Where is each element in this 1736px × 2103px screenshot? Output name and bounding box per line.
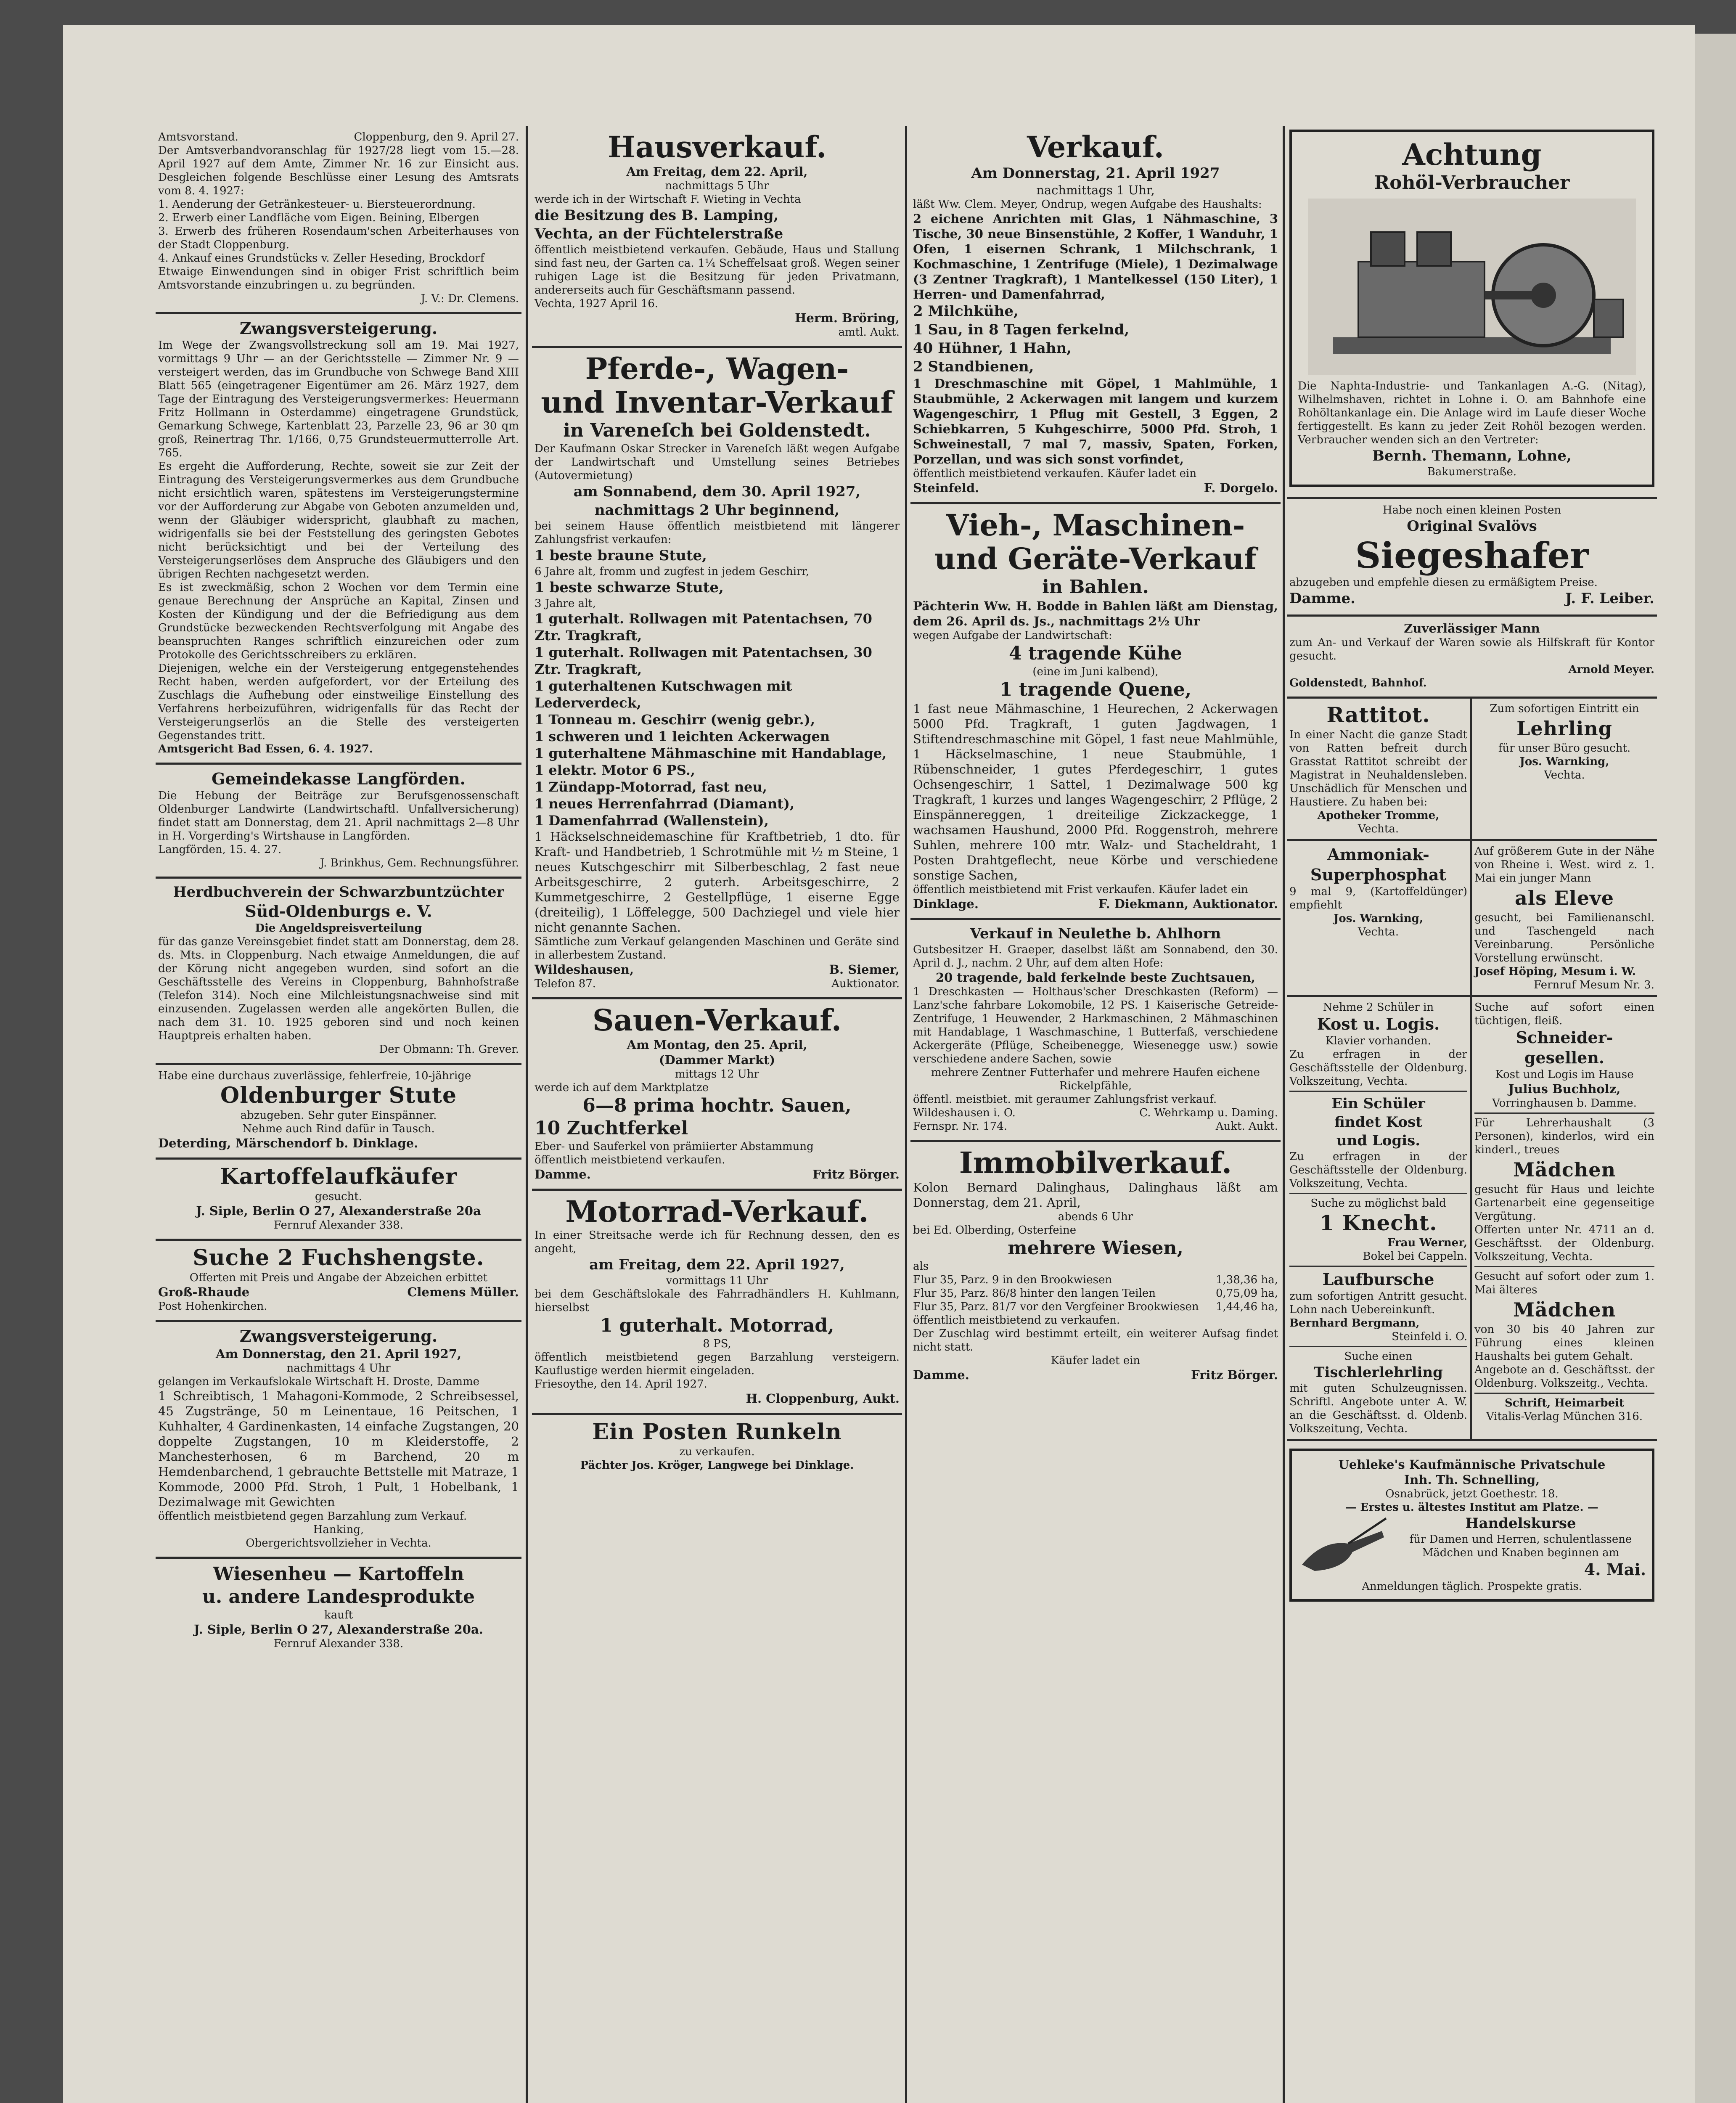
ad-signature: Bernh. Themann, Lohne,: [1372, 448, 1572, 464]
ad-signature: Pächter Jos. Kröger, Langwege bei Dinklage.: [580, 1459, 854, 1472]
ad-highlight: die Besitzung des B. Lamping,: [535, 207, 779, 224]
ad-signature: Hanking,: [313, 1523, 364, 1536]
ad-signature: amtl. Aukt.: [838, 326, 900, 339]
ad-body: In einer Nacht die ganze Stadt von Ratten befreit durch Grasstat Rattitot schreibt der Magistrat in Neuhaldensleben. Unschädlich für Menschen und Haustiere. Zu haben bei:: [1289, 728, 1467, 808]
ad-body: Sämtliche zum Verkauf gelangenden Maschinen und Geräte sind in allerbestem Zustand.: [535, 935, 900, 961]
ad-hausverkauf: [532, 126, 902, 348]
ad-item: 1 guterhaltenen Kutschwagen mit Lederverdeck,: [535, 678, 792, 711]
table-row: [913, 1273, 1278, 1287]
ad-place: Vechta, 1927 April 16.: [535, 297, 659, 310]
ad-signature: Fritz Börger.: [812, 1167, 900, 1181]
ad-title: Rattitot.: [1326, 702, 1430, 727]
ad-subtitle: Die Angeldspreisverteilung: [255, 922, 422, 935]
ad-body: Der Zuschlag wird bestimmt erteilt, ein weiterer Aufsag findet nicht statt.: [913, 1327, 1278, 1353]
ad-pair: [1287, 699, 1657, 841]
ad-signature: Fernruf Mesum Nr. 3.: [1534, 979, 1654, 991]
ad-list-item: 1. Aenderung der Getränkesteuer- u. Biersteuerordnung.: [158, 198, 476, 211]
ad-runkeln: [532, 1415, 902, 1479]
ad-title: Mädchen: [1513, 1298, 1616, 1321]
ad-body: Offerten unter Nr. 4711 an d. Geschäftsst. der Oldenburg. Volkszeitung, Vechta.: [1474, 1224, 1654, 1263]
writing-hand-icon: [1298, 1514, 1390, 1577]
divider: [1474, 1112, 1654, 1114]
ad-signature: F. Dorgelo.: [1204, 481, 1278, 495]
ad-item: 1 Tonneau m. Geschirr (wenig gebr.),: [535, 712, 815, 728]
ad-time: nachmittags 1 Uhr,: [1036, 183, 1155, 197]
ad-place: Friesoythe, den 14. April 1927.: [535, 1378, 707, 1391]
ad-body: 1 Dreschmaschine mit Göpel, 1 Mahlmühle, 1 Staubmühle, 2 Ackerwagen mit langem und kurzem Wagengeschirr, 1 Pflug mit Gestell, 3 Eggen, 2 Schiebkarren, 5 Kuhgeschirre, 5000 Pfd. Stroh, 1 Schweinestall, 7 mal 7, massiv, Spaten, Forken, Porzellan, und was sich sonst vorfindet,: [913, 376, 1278, 466]
ad-title: Kost u. Logis.: [1317, 1014, 1440, 1033]
ad-title: Wiesenheu — Kartoffeln: [213, 1563, 464, 1585]
ad-body: zu verkaufen.: [679, 1446, 755, 1458]
ad-body: Käufer ladet ein: [1051, 1354, 1141, 1367]
ad-intro: Habe noch einen kleinen Posten: [1382, 504, 1561, 516]
ad-wiesenheu: [156, 1559, 521, 1657]
ad-title: Uehleke's Kaufmännische Privatschule: [1338, 1457, 1606, 1472]
table-row: [913, 1287, 1278, 1300]
ad-time: vormittags 11 Uhr: [666, 1274, 768, 1287]
ad-body: bei dem Geschäftslokale des Fahrradhändlers H. Kuhlmann, hierselbst: [535, 1288, 900, 1314]
ad-signature: Auktionator.: [831, 977, 900, 990]
ad-title: Sauen-Verkauf.: [592, 1003, 842, 1038]
ad-body: für unser Büro gesucht.: [1498, 742, 1631, 755]
ad-body: öffentlich meistbietend mit Frist verkaufen. Käufer ladet ein: [913, 883, 1248, 896]
ad-body: gelangen im Verkaufslokale Wirtschaft H. Droste, Damme: [158, 1375, 480, 1388]
ad-title: Süd-Oldenburgs e. V.: [245, 902, 432, 921]
parcel-text: Flur 35, Parz. 86/8 hinter den langen Teilen: [913, 1287, 1156, 1300]
parcel-text: Flur 35, Parz. 9 in den Brookwiesen: [913, 1274, 1112, 1286]
ad-phone: Telefon 87.: [535, 977, 596, 990]
ad-phone: Fernspr. Nr. 174.: [913, 1120, 1008, 1133]
parcel-text: Flur 35, Parz. 81/7 vor den Vergfeiner Brookwiesen: [913, 1300, 1199, 1313]
ad-signature: F. Diekmann, Auktionator.: [1098, 897, 1278, 911]
column-2: [532, 126, 902, 1479]
ad-lehrling: [1472, 699, 1657, 839]
ad-eleve: [1472, 841, 1657, 995]
ad-item: 1 beste braune Stute,: [535, 547, 707, 564]
ad-highlight: 1 Sau, in 8 Tagen ferkelnd,: [913, 321, 1130, 338]
ad-signature: Deterding, Märschendorf b. Dinklage.: [158, 1136, 418, 1150]
ad-body: gesucht, bei Familienanschl. und Taschengeld nach Vereinbarung. Persönliche Vorstellung erwünscht.: [1474, 911, 1654, 964]
ad-signature: Der Obmann: Th. Grever.: [379, 1043, 519, 1056]
ad-signature: Vorringhausen b. Damme.: [1492, 1097, 1637, 1110]
ad-fuchshengste: [156, 1241, 521, 1322]
ad-body: wegen Aufgabe der Landwirtschaft:: [913, 629, 1112, 642]
ad-head-left: Amtsvorstand.: [158, 131, 238, 143]
ad-highlight: 20 tragende, bald ferkelnde beste Zuchtsauen,: [935, 970, 1255, 985]
ad-highlight: 10 Zuchtferkel: [535, 1118, 688, 1139]
ad-body: werde ich in der Wirtschaft F. Wieting in Vechta: [535, 193, 801, 206]
ad-title: Vieh-, Maschinen-: [946, 508, 1245, 543]
ad-list-item: 2. Erwerb einer Landfläche vom Eigen. Beining, Elbergen: [158, 212, 480, 224]
ad-item: 1 guterhalt. Rollwagen mit Patentachsen, 30 Ztr. Tragkraft,: [535, 644, 872, 677]
ad-date: Am Donnerstag, 21. April 1927: [971, 165, 1220, 182]
parcel-area: 1,44,46 ha,: [1215, 1300, 1278, 1313]
ad-title: Tischlerlehrling: [1314, 1364, 1443, 1381]
ad-title: als Eleve: [1515, 887, 1614, 909]
ad-body: Diejenigen, welche ein der Versteigerung entgegenstehendes Recht haben, werden aufgefordert, vor der Erteilung des Zuschlags die Aufhebung oder einstweilige Einstellung des Verfahrens herbeizuführen, widrigenfalls für das Recht der Versteigerungserlös an die Stelle des versteigerten Gegenstandes tritt.: [158, 662, 519, 742]
ad-body: — Erstes u. ältestes Institut am Platze. —: [1345, 1501, 1598, 1514]
ad-date: Am Montag, den 25. April,: [627, 1038, 807, 1052]
parcel-area: 1,38,36 ha,: [1215, 1274, 1278, 1286]
ad-body: öffentlich meistbietend gegen Barzahlung versteigern. Kauflustige werden hiermit eingeladen.: [535, 1351, 900, 1377]
ad-highlight: 2 Milchkühe,: [913, 303, 1019, 320]
ad-date: am Sonnabend, dem 30. April 1927,: [573, 483, 861, 500]
ad-place: Damme.: [1289, 590, 1355, 607]
ad-body: gesucht für Haus und leichte Gartenarbeit eine gegenseitige Vergütung.: [1474, 1183, 1654, 1223]
ad-gemeindekasse: [156, 765, 521, 879]
column-rule: [905, 126, 907, 2103]
ad-signature: Apotheker Tromme,: [1317, 809, 1440, 822]
ad-intro: Auf größerem Gute in der Nähe von Rheine i. West. wird z. 1. Mai ein junger Mann: [1474, 845, 1654, 885]
ad-subtitle: Original Svalövs: [1407, 518, 1537, 535]
ad-signature: Jos. Warnking,: [1519, 755, 1609, 768]
ad-motorrad-verkauf: [532, 1191, 902, 1415]
ad-siegeshafer: [1287, 499, 1657, 617]
ad-body: Nehme auch Rind dafür in Tausch.: [242, 1123, 435, 1135]
ad-title: Kartoffelaufkäufer: [220, 1164, 458, 1189]
table-row: [913, 1300, 1278, 1314]
ad-body: 1 Schreibtisch, 1 Mahagoni-Kommode, 2 Schreibsessel, 45 Zugstränge, 50 m Leinentaue, 16 Peitschen, 1 Kuhhalter, 4 Gardinenkasten, 14 einfache Zugstangen, 20 doppelte Zugstangen, 10 m Kleiderstoffe, 2 Manchesterhosen, 6 m Barchend, 20 m Hemdenbarchend, 1 gebrauchte Bettstelle mit Matraze, 1 Kommode, 2000 Pfd. Stroh, 1 Pult, 1 Hobelbank, 1 Dezimalwage mit Gewichten: [158, 1389, 519, 1509]
ad-body: kauft: [324, 1609, 353, 1621]
ad-frame: [1289, 130, 1654, 487]
ad-body: Zu erfragen in der Geschäftsstelle der Oldenburg. Volkszeitung, Vechta.: [1289, 1048, 1467, 1088]
ad-frame: [1289, 1449, 1654, 1602]
ad-signature: Frau Werner,: [1387, 1237, 1467, 1249]
ad-item: 1 beste schwarze Stute,: [535, 579, 724, 596]
ad-body: Angebote an d. Geschäftsst. der Oldenburg. Volkszeitg., Vechta.: [1474, 1364, 1654, 1390]
ad-body: Etwaige Einwendungen sind in obiger Frist schriftlich beim Amtsvorstande einzubringen u. zu begründen.: [158, 265, 519, 291]
ad-body: bei Ed. Olberding, Osterfeine: [913, 1224, 1077, 1237]
ad-signature: Clemens Müller.: [407, 1285, 519, 1299]
ad-pair: [1287, 841, 1657, 997]
ad-highlight: 1 tragende Quene,: [999, 679, 1192, 700]
ad-signature: Aukt. Aukt.: [1215, 1120, 1278, 1133]
ad-title: Ein Schüler: [1331, 1095, 1425, 1112]
ad-date: Am Donnerstag, den 21. April 1927,: [215, 1347, 462, 1361]
ad-body: als: [913, 1260, 929, 1273]
ad-signature: Josef Höping, Mesum i. W.: [1474, 965, 1636, 978]
ad-pair: [1287, 997, 1657, 1441]
ad-body: öffentl. meistbiet. mit geraumer Zahlungsfrist verkauf.: [913, 1093, 1217, 1106]
ad-title: Schrift, Heimarbeit: [1504, 1397, 1625, 1409]
ad-body: Pächterin Ww. H. Bodde in Bahlen läßt am Dienstag, dem 26. April ds. Js., nachmittags 2½ Uhr: [913, 599, 1278, 628]
divider: [1289, 1346, 1467, 1347]
ad-signature: B. Siemer,: [829, 962, 900, 977]
ad-body: öffentlich meistbietend gegen Barzahlung zum Verkauf.: [158, 1510, 467, 1523]
ad-signature: J. V.: Dr. Clemens.: [421, 292, 519, 305]
ad-signature: C. Wehrkamp u. Daming.: [1139, 1107, 1278, 1119]
ad-place: Damme.: [913, 1368, 969, 1382]
ad-intro: Suche auf sofort einen tüchtigen, fleiß.: [1474, 1001, 1654, 1027]
ad-body: 1 Dreschkasten — Holthaus'scher Dreschkasten (Reform) — Lanz'sche fahrbare Lokomobile, 12 PS. 1 Kaiserische Getreide-Zentrifuge, 1 Heuwender, 2 Harkmaschinen, 2 Mähmaschinen mit Handablage, 1 Waschmaschine, 1 Butterfaß, verschiedene Ackergeräte (Pflüge, Scheibenegge, Wiesenegge usw.) sowie verschiedene andere Sachen, sowie: [913, 985, 1278, 1065]
ad-zwangsversteigerung-2: [156, 1322, 521, 1559]
ad-rattitot: [1287, 699, 1472, 839]
ad-title: Lehrling: [1516, 717, 1612, 740]
ad-highlight: 40 Hühner, 1 Hahn,: [913, 340, 1072, 357]
ad-date: Am Freitag, dem 22. April,: [626, 164, 808, 179]
ad-body: Kolon Bernard Dalinghaus, Dalinghaus läßt am Donnerstag, dem 21. April,: [913, 1180, 1278, 1210]
ad-address: J. Siple, Berlin O 27, Alexanderstraße 20a.: [194, 1622, 483, 1637]
ad-item: 1 elektr. Motor 6 PS.,: [535, 762, 696, 778]
ad-place: Wildeshausen,: [535, 962, 634, 977]
ad-body: öffentlich meistbietend verkaufen.: [535, 1154, 725, 1166]
ad-stute: [156, 1065, 521, 1160]
ad-title: Siegeshafer: [1355, 535, 1589, 576]
ad-verkauf-ondrup: [910, 126, 1281, 504]
ad-item-detail: 6 Jahre alt, fromm und zugfest in jedem Geschirr,: [535, 565, 810, 578]
ad-intro: Gesucht auf sofort oder zum 1. Mai älteres: [1474, 1270, 1654, 1296]
ad-signature: Arnold Meyer.: [1568, 663, 1654, 676]
ad-signature: Bernhard Bergmann,: [1289, 1317, 1420, 1330]
ad-body: abzugeben und empfehle diesen zu ermäßigtem Preise.: [1289, 576, 1598, 589]
ad-body: abzugeben. Sehr guter Einspänner.: [240, 1109, 437, 1122]
ad-highlight: 4 tragende Kühe: [1008, 643, 1183, 664]
ad-highlight: Vechta, an der Füchtelerstraße: [535, 225, 783, 242]
ad-signature: J. Brinkhus, Gem. Rechnungsführer.: [320, 857, 519, 869]
ad-body: läßt Ww. Clem. Meyer, Ondrup, wegen Aufgabe des Haushalts:: [913, 198, 1262, 211]
ad-body: von 30 bis 40 Jahren zur Führung eines kleinen Haushalts bei gutem Gehalt.: [1474, 1323, 1654, 1363]
ad-subtitle: (Dammer Markt): [659, 1053, 775, 1067]
ad-body: Kost und Logis im Hause: [1495, 1068, 1634, 1081]
ad-title: Pferde-, Wagen-: [585, 351, 849, 386]
ad-intro: Suche einen: [1344, 1350, 1413, 1363]
ad-body: Zu erfragen in der Geschäftsstelle der Oldenburg. Volkszeitung, Vechta.: [1289, 1150, 1467, 1190]
ad-signature: Jos. Warnking,: [1334, 912, 1423, 925]
ad-body: für das ganze Vereinsgebiet findet statt am Donnerstag, dem 28. ds. Mts. in Cloppenburg. Nach etwaige Anmeldungen, die auf der Körung nicht angegeben wurden, sind sofort an die Geschäftsstelle des Vereins in Cloppenburg, Bahnhofstraße (Telefon 314). Noch eine Milchleistungsnachweise sind mit einzusenden. Zugelassen werden alle angekörten Bullen, die nach dem 31. 10. 1925 geboren sind und noch keinen Hauptpreis erhalten haben.: [158, 935, 519, 1042]
ad-title: Suche 2 Fuchshengste.: [193, 1245, 484, 1271]
ad-item: 1 guterhalt. Rollwagen mit Patentachsen, 70 Ztr. Tragkraft,: [535, 611, 872, 644]
ad-handelsschule: [1287, 1441, 1657, 1612]
ad-body: Anmeldungen täglich. Prospekte gratis.: [1362, 1580, 1582, 1593]
ad-body: mehrere Zentner Futterhafer und mehrere Haufen eichene Rickelpfähle,: [931, 1066, 1260, 1092]
ad-body: Im Wege der Zwangsvollstreckung soll am 19. Mai 1927, vormittags 9 Uhr — an der Gerichtsstelle — Zimmer Nr. 9 — versteigert werden, das im Grundbuche von Schwege Band XIII Blatt 565 (eingetragener Eigentümer am 26. März 1927, dem Tage der Eintragung des Versteigerungsvermerkes: Heuermann Fritz Hollmann in Osterdamme) eingetragene Grundstück, Gemarkung Schwege, Kartenblatt 23, Parzelle 23, 96 ar 30 qm groß, Reinertrag Thr. 1/166, 0,75 Grundsteuermutterrolle Art. 765.: [158, 339, 519, 459]
ad-intro: Zum sofortigen Eintritt ein: [1490, 702, 1639, 715]
ad-title: Achtung: [1402, 137, 1542, 172]
ad-body: 1 fast neue Mähmaschine, 1 Heurechen, 2 Ackerwagen 5000 Pfd. Tragkraft, 1 guten Jagdwagen, 1 Stiftendreschmaschine mit Göpel, 1 fast neue Mahlmühle, 1 Häckselmaschine, 1 neue Staubmühle, 1 Rübenschneider, 1 gutes Pferdegeschirr, 1 gutes Ochsengeschirr, 1 Sattel, 1 Dezimalwage 500 kg Tragkraft, 1 kurzes und langes Wagengeschirr, 2 Pflüge, 2 Einspännereggen, 1 dreiteilige Zickzackegge, 1 wachsamen Haushund, 2000 Pfd. Roggenstroh, mehrere Suhlen, mehrere 100 mtr. Walz- und Stacheldraht, 1 Posten Drahtgeflecht, neue Körbe und verschiedene sonstige Sachen,: [913, 702, 1278, 882]
ad-title: Superphosphat: [1310, 865, 1447, 884]
ad-body: 9 mal 9, (Kartoffeldünger) empfiehlt: [1289, 885, 1467, 911]
ad-body: mit guten Schulzeugnissen. Schriftl. Angebote unter A. W. an die Geschäftsst. d. Oldenb. Volkszeitung, Vechta.: [1289, 1382, 1467, 1435]
divider: [1474, 1266, 1654, 1267]
ad-title: Immobilverkauf.: [959, 1145, 1232, 1180]
ad-body: Offerten mit Preis und Angabe der Abzeichen erbittet: [189, 1271, 488, 1284]
ad-item: 1 Damenfahrrad (Wallenstein),: [535, 813, 769, 829]
ad-title: Oldenburger Stute: [220, 1083, 457, 1108]
ad-title: Verkauf.: [1027, 130, 1164, 164]
ad-title: findet Kost: [1334, 1114, 1422, 1131]
ad-date: 4. Mai.: [1584, 1560, 1646, 1579]
divider: [1289, 1091, 1467, 1092]
ad-title: gesellen.: [1524, 1048, 1605, 1067]
ad-intro: Für Lehrerhaushalt (3 Personen), kinderlos, wird ein kinderl., treues: [1474, 1117, 1654, 1156]
ad-signature: Fritz Börger.: [1191, 1368, 1278, 1382]
ad-body: Klavier vorhanden.: [1325, 1035, 1432, 1047]
ad-body: Gutsbesitzer H. Graeper, daselbst läßt am Sonnabend, den 30. April d. J., nachm. 2 Uhr, auf dem alten Hofe:: [913, 943, 1278, 969]
ad-title: Zuverlässiger Mann: [1404, 621, 1540, 636]
ad-address: Osnabrück, jetzt Goethestr. 18.: [1385, 1488, 1559, 1500]
ad-body: Die Naphta-Industrie- und Tankanlagen A.-G. (Nitag), Wilhelmshaven, richtet in Lohne i. O. am Bahnhofe eine Rohöltankanlage ein. Die Anlage wird im Laufe dieser Woche fertiggestellt. Es kann zu jeder Zeit Rohöl bezogen werden. Verbraucher wenden sich an den Vertreter:: [1298, 380, 1646, 446]
ad-subtitle: in Vareneſch bei Goldenstedt.: [563, 420, 871, 441]
ad-rohoel: [1287, 130, 1657, 499]
ad-title: Rohöl-Verbraucher: [1374, 172, 1570, 193]
ad-title: Zwangsversteigerung.: [239, 1327, 438, 1345]
ad-signature: Bokel bei Cappeln.: [1363, 1250, 1467, 1263]
ad-title: Verkauf in Neulethe b. Ahlhorn: [970, 925, 1221, 942]
ad-place: Goldenstedt, Bahnhof.: [1289, 677, 1427, 689]
ad-time: nachmittags 4 Uhr: [286, 1362, 391, 1375]
ad-place: Groß-Rhaude: [158, 1285, 250, 1299]
ad-title: Ammoniak-: [1327, 845, 1429, 864]
ad-highlight: 1 guterhalt. Motorrad,: [600, 1315, 834, 1336]
ad-signature: J. F. Leiber.: [1565, 590, 1654, 607]
ad-signature: Vechta.: [1358, 823, 1399, 835]
ad-item-detail: (eine im Juni kalbend),: [1032, 665, 1159, 678]
ad-title: Laufbursche: [1322, 1270, 1434, 1289]
ad-highlight: Handelskurse: [1465, 1515, 1576, 1532]
ad-body: Der Kaufmann Oskar Strecker in Vareneſch läßt wegen Aufgabe der Landwirtschaft und Umstellung seines Betriebes (Autovermietung): [535, 442, 900, 482]
ad-place: Post Hohenkirchen.: [158, 1300, 267, 1313]
divider: [1289, 1266, 1467, 1267]
ad-body: Eber- und Sauferkel von prämiierter Abstammung: [535, 1140, 814, 1153]
ad-title: Mädchen: [1513, 1158, 1616, 1181]
ad-list-item: 3. Erwerb des früheren Rosendaum'schen Arbeiterhauses von der Stadt Cloppenburg.: [158, 225, 519, 251]
ad-sauen-verkauf: [532, 999, 902, 1191]
ad-title: Ein Posten Runkeln: [592, 1419, 842, 1445]
ad-body: Es ist zweckmäßig, schon 2 Wochen vor dem Termin eine genaue Berechnung der Ansprüche an Kapital, Zinsen und Kosten der Kündigung und der die Befriedigung aus dem Grundstücke bezweckenden Rechtsverfolgung mit Angabe des beanspruchten Ranges schriftlich einzureichen oder zum Protokolle des Gerichtsschreibers zu erklären.: [158, 581, 519, 661]
column-4: [1287, 126, 1657, 1612]
ad-body: öffentlich meistbietend zu verkaufen.: [913, 1314, 1120, 1327]
ad-body: für Damen und Herren, schulentlassene Mädchen und Knaben beginnen am: [1409, 1533, 1632, 1559]
ad-time: nachmittags 2 Uhr beginnend,: [594, 502, 840, 519]
ad-signature: Obergerichtsvollzieher in Vechta.: [246, 1537, 431, 1549]
ad-body: 2 eichene Anrichten mit Glas, 1 Nähmaschine, 3 Tische, 30 neue Binsenstühle, 2 Koffer, 1 Wanduhr, 1 Ofen, 1 eisernen Schrank, 1 Milchschrank, 1 Kochmaschine, 1 Zentrifuge (Miele), 1 Dezimalwage (3 Zentner Tragkraft), 1 Mantelkessel (150 Liter), 1 Herren- und Damenfahrrad,: [913, 212, 1278, 302]
ad-schneider: [1472, 997, 1657, 1439]
engine-illustration: [1308, 199, 1636, 375]
ad-list-item: 4. Ankauf eines Grundstücks v. Zeller Heseding, Brockdorf: [158, 252, 484, 265]
ad-highlight: mehrere Wiesen,: [1008, 1237, 1183, 1259]
column-1: [156, 126, 521, 1657]
ad-title: 1 Knecht.: [1319, 1210, 1437, 1235]
ad-item: 1 schweren und 1 leichten Ackerwagen: [535, 728, 830, 744]
ad-place: Dinklage.: [913, 897, 979, 911]
ad-zuverlaessiger-mann: [1287, 617, 1657, 699]
ad-body: werde ich auf dem Marktplatze: [535, 1081, 709, 1094]
ad-highlight: 6—8 prima hochtr. Sauen,: [582, 1095, 852, 1116]
column-3: [910, 126, 1281, 1389]
ad-place: Steinfeld.: [913, 481, 979, 495]
ad-place: Langförden, 15. 4. 27.: [158, 843, 282, 856]
ad-body: In einer Streitsache werde ich für Rechnung dessen, den es angeht,: [535, 1229, 900, 1255]
ad-title: und Inventar-Verkauf: [541, 385, 893, 420]
ad-body: gesucht.: [315, 1190, 363, 1203]
ad-body: zum An- und Verkauf der Waren sowie als Hilfskraft für Kontor gesucht.: [1289, 636, 1654, 662]
ad-vieh-verkauf: [910, 504, 1281, 920]
next-page-edge: [1695, 34, 1736, 2103]
ad-body: Es ergeht die Aufforderung, Rechte, soweit sie zur Zeit der Eintragung des Versteigerungsvermerkes aus dem Grundbuche nicht ersichtlich waren, spätestens im Versteigerungstermine vor der Aufforderung zur Abgabe von Geboten anzumelden und, wenn der Gläubiger widerspricht, glaubhaft zu machen, widrigenfalls sie bei der Feststellung des geringsten Gebotes nicht berücksichtigt und bei der Verteilung des Versteigerungserlöses dem Anspruche des Gläubigers und den übrigen Rechten nachgesetzt werden.: [158, 460, 519, 580]
ad-body: Der Amtsverbandvoranschlag für 1927/28 liegt vom 15.—28. April 1927 auf dem Amte, Zimmer Nr. 16 zur Einsicht aus. Desgleichen folgende Beschlüsse einer Lesung des Amtsrats vom 8. 4. 1927:: [158, 144, 519, 197]
ad-ammoniak: [1287, 841, 1472, 995]
ad-title: u. andere Landesprodukte: [202, 1586, 475, 1608]
parcel-area: 0,75,09 ha,: [1215, 1287, 1278, 1300]
ad-item: 1 guterhaltene Mähmaschine mit Handablage,: [535, 745, 887, 761]
ad-address: J. Siple, Berlin O 27, Alexanderstraße 20a: [196, 1204, 481, 1218]
ad-item: 1 Zündapp-Motorrad, fast neu,: [535, 779, 767, 795]
ad-signature: Julius Buchholz,: [1508, 1082, 1621, 1096]
ad-body: zum sofortigen Antritt gesucht. Lohn nach Uebereinkunft.: [1289, 1290, 1467, 1316]
ad-title: Gemeindekasse Langförden.: [212, 769, 466, 788]
ad-body: 1 Häckselschneidemaschine für Kraftbetrieb, 1 dto. für Kraft- und Handbetrieb, 1 Schrotmühle mit ½ m Steine, 1 neues Kutschgeschirr mit Silberbeschlag, 2 fast neue Arbeitsgeschirre, 2 guterh. Arbeitsgeschirre, 2 Kummetgeschirre, 2 Gestellpflüge, 1 eiserne Egge (dreiteilig), 1 Löffelegge, 500 Dachziegel und viele hier nicht genannte Sachen.: [535, 829, 900, 935]
ad-body: Vitalis-Verlag München 316.: [1486, 1410, 1643, 1423]
ad-place: Damme.: [535, 1167, 591, 1181]
ad-pferde-verkauf: [532, 348, 902, 999]
ad-intro: Nehme 2 Schüler in: [1323, 1001, 1434, 1014]
ad-body: öffentlich meistbietend verkaufen. Käufer ladet ein: [913, 467, 1197, 480]
ad-title: Zwangsversteigerung.: [239, 319, 438, 338]
ad-title: und Logis.: [1336, 1132, 1421, 1149]
ad-phone: Fernruf Alexander 338.: [273, 1219, 404, 1232]
divider: [1474, 1393, 1654, 1394]
ad-kartoffelaufkaeufer: [156, 1160, 521, 1241]
ad-subtitle: Inh. Th. Schnelling,: [1404, 1473, 1540, 1487]
ad-immobilverkauf: [910, 1142, 1281, 1389]
column-rule: [1283, 126, 1285, 2103]
ad-item: 1 neues Herrenfahrrad (Diamant),: [535, 796, 795, 812]
ad-item-detail: 8 PS,: [703, 1338, 731, 1350]
divider: [1289, 1193, 1467, 1194]
ad-signature: Vechta.: [1544, 769, 1585, 781]
ad-zwangsversteigerung: [156, 314, 521, 765]
ad-signature: Steinfeld i. O.: [1392, 1330, 1467, 1343]
ad-time: nachmittags 5 Uhr: [665, 180, 769, 192]
ad-signature: Herm. Bröring,: [795, 311, 900, 325]
ad-signature: Amtsgericht Bad Essen, 6. 4. 1927.: [158, 743, 373, 755]
ad-signature: Vechta.: [1358, 926, 1399, 938]
ad-body: Die Hebung der Beiträge zur Berufsgenossenschaft Oldenburger Landwirte (Landwirtschaftl. Unfallversicherung) findet statt am Donnerstag, dem 21. April nachmittags 2—8 Uhr in H. Vorgerding's Wirtshause in Langförden.: [158, 789, 519, 842]
ad-kost-logis: [1287, 997, 1472, 1439]
ad-intro: Suche zu möglichst bald: [1310, 1197, 1446, 1210]
ad-body: bei seinem Hause öffentlich meistbietend mit längerer Zahlungsfrist verkaufen:: [535, 520, 900, 546]
ad-title: Hausverkauf.: [607, 130, 827, 164]
ad-title: Schneider-: [1516, 1028, 1613, 1047]
ad-intro: Habe eine durchaus zuverlässige, fehlerfreie, 10-jährige: [158, 1070, 471, 1082]
ad-place: Wildeshausen i. O.: [913, 1107, 1016, 1119]
ad-verkauf-neulethe: [910, 920, 1281, 1142]
ad-phone: Fernruf Alexander 338.: [273, 1637, 404, 1650]
ad-highlight: 2 Standbienen,: [913, 358, 1034, 375]
ad-body: öffentlich meistbietend verkaufen. Gebäude, Haus und Stallung sind fast neu, der Garten ca. 1¼ Scheffelsaat groß. Wegen seiner ruhigen Lage ist die Besitzung für jeden Privatmann, andererseits auch für Geschäftsmann passend.: [535, 244, 900, 297]
ad-subtitle: in Bahlen.: [1042, 576, 1149, 598]
ad-signature: Bakumerstraße.: [1427, 466, 1517, 478]
ad-item-detail: 3 Jahre alt,: [535, 597, 596, 610]
ad-time: mittags 12 Uhr: [675, 1068, 760, 1081]
ad-title: und Geräte-Verkauf: [934, 541, 1257, 576]
column-rule: [526, 126, 528, 2103]
ad-signature: H. Cloppenburg, Aukt.: [746, 1391, 900, 1406]
ad-amtsvorstand: [156, 126, 521, 314]
ad-head-right: Cloppenburg, den 9. April 27.: [354, 131, 519, 143]
ad-time: abends 6 Uhr: [1058, 1210, 1133, 1223]
ad-title: Herdbuchverein der Schwarzbuntzüchter: [173, 884, 504, 901]
ad-herdbuchverein: [156, 879, 521, 1065]
ad-date: am Freitag, dem 22. April 1927,: [589, 1256, 845, 1273]
ad-title: Motorrad-Verkauf.: [565, 1194, 869, 1229]
